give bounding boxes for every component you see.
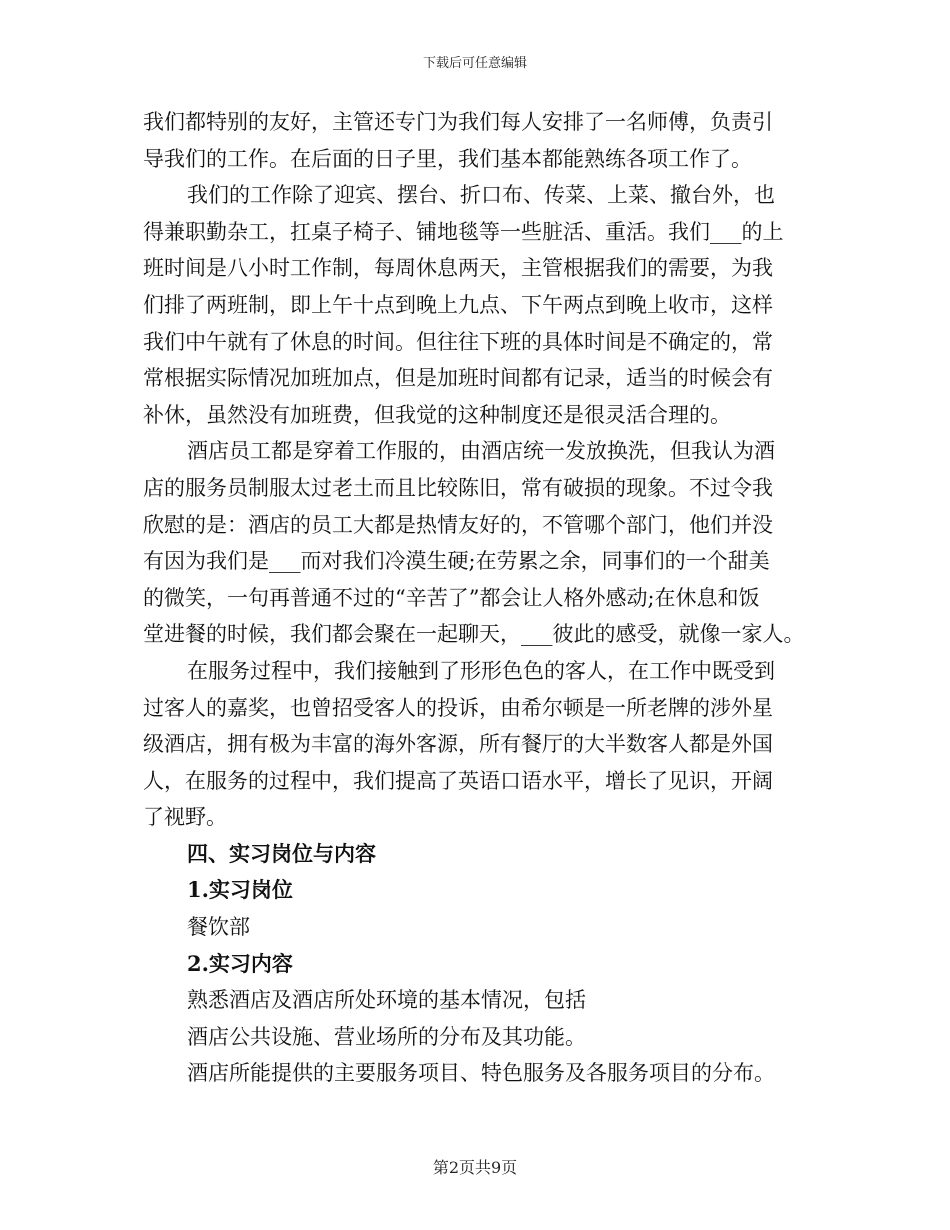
text-line: 了视野。 bbox=[143, 805, 227, 830]
text-line: 欣慰的是：酒店的员工大都是热情友好的，不管哪个部门，他们并没 bbox=[143, 512, 773, 537]
subsection-heading-content: 2.实习内容 bbox=[187, 950, 293, 976]
paragraph-1 bbox=[143, 104, 823, 177]
text-line: 酒店员工都是穿着工作服的，由酒店统一发放换洗，但我认为酒 bbox=[187, 439, 775, 464]
text-line: 导我们的工作。在后面的日子里，我们基本都能熟练各项工作了。 bbox=[143, 146, 752, 171]
text-line: 人，在服务的过程中，我们提高了英语口语水平，增长了见识，开阔 bbox=[143, 768, 773, 793]
content-item: 酒店所能提供的主要服务项目、特色服务及各服务项目的分布。 bbox=[187, 1061, 775, 1086]
paragraph-3 bbox=[143, 433, 823, 653]
text-line: 补休，虽然没有加班费，但我觉的这种制度还是很灵活合理的。 bbox=[143, 402, 731, 427]
page-footer: 第2页共9页 bbox=[432, 1158, 518, 1177]
paragraph-4 bbox=[143, 653, 823, 836]
text-line: 我们都特别的友好，主管还专门为我们每人安排了一名师傅，负责引 bbox=[143, 110, 773, 134]
text-line: 我们中午就有了休息的时间。但往往下班的具体时间是不确定的，常 bbox=[143, 329, 773, 354]
text-line: 我们的工作除了迎宾、摆台、折口布、传菜、上菜、撤台外，也 bbox=[187, 183, 775, 208]
text-line: 在服务过程中，我们接触到了形形色色的客人，在工作中既受到 bbox=[187, 658, 775, 683]
page-header: 下载后可任意编辑 bbox=[422, 56, 527, 71]
text-line: 过客人的嘉奖，也曾招受客人的投诉，由希尔顿是一所老牌的涉外星 bbox=[143, 695, 773, 720]
text-line: 得兼职勤杂工，扛桌子椅子、铺地毯等一些脏活、重活。我们___的上 bbox=[143, 219, 784, 244]
content-item: 熟悉酒店及酒店所处环境的基本情况，包括 bbox=[187, 988, 586, 1013]
document-body bbox=[143, 104, 823, 1092]
section-heading: 四、实习岗位与内容 bbox=[187, 840, 376, 866]
paragraph-2 bbox=[143, 177, 823, 433]
text-line: 常根据实际情况加班加点，但是加班时间都有记录，适当的时候会有 bbox=[143, 366, 773, 391]
subsection-heading-position: 1.实习岗位 bbox=[187, 877, 293, 903]
position-text: 餐饮部 bbox=[187, 915, 250, 940]
content-item: 酒店公共设施、营业场所的分布及其功能。 bbox=[187, 1024, 586, 1049]
text-line: 的微笑，一句再普通不过的“辛苦了”都会让人格外感动;在休息和饭 bbox=[143, 585, 760, 610]
text-line: 店的服务员制服太过老土而且比较陈旧，常有破损的现象。不过令我 bbox=[143, 475, 773, 500]
text-line: 级酒店，拥有极为丰富的海外客源，所有餐厅的大半数客人都是外国 bbox=[143, 732, 773, 757]
text-line: 堂进餐的时候，我们都会聚在一起聊天，___彼此的感受，就像一家人。 bbox=[143, 622, 805, 647]
text-line: 们排了两班制，即上午十点到晚上九点、下午两点到晚上收市，这样 bbox=[143, 292, 773, 317]
text-line: 有因为我们是___而对我们冷漠生硬;在劳累之余，同事们的一个甜美 bbox=[143, 549, 770, 574]
text-line: 班时间是八小时工作制，每周休息两天，主管根据我们的需要，为我 bbox=[143, 256, 773, 281]
